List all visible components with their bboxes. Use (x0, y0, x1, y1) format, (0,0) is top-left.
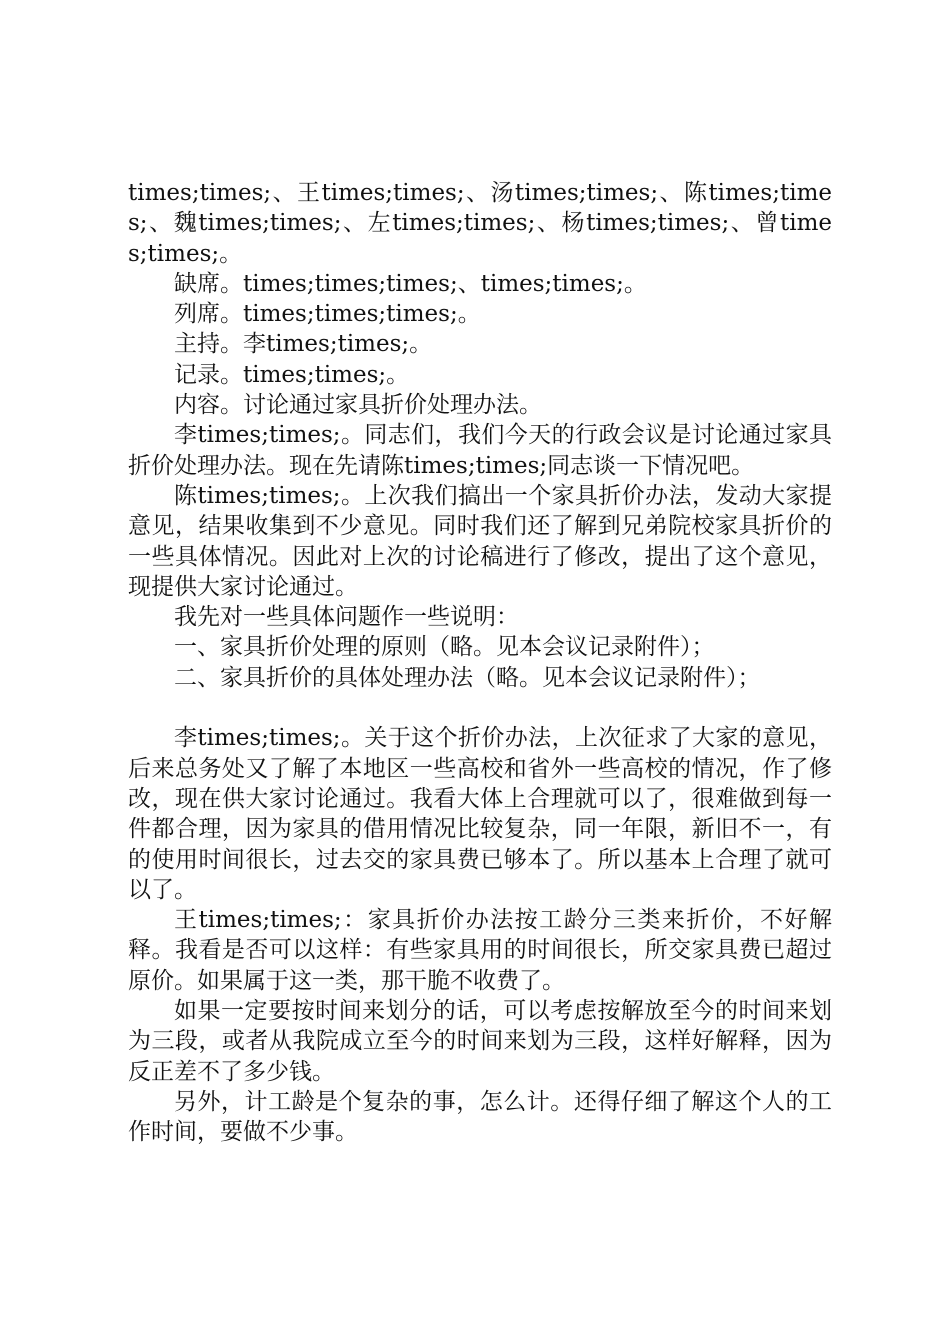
speech-paragraph: 李times;times;。关于这个折价办法，上次征求了大家的意见，后来总务处又了解了本地区一些高校和省外一些高校的情况，作了修改，现在供大家讨论通过。我看大体上合理就可以了，很难做到每一件都合理，因为家具的借用情况比较复杂，同一年限，新旧不一，有的使用时间很长，过去交的家具费已够本了。所以基本上合理了就可以了。 (128, 725, 832, 903)
attendees-paragraph: times;times;、王times;times;、汤times;times;、陈times;times;、魏times;times;、左times;times;、杨times;times;、曾times;times;。 (128, 180, 832, 267)
content-line: 内容。讨论通过家具折价处理办法。 (174, 392, 542, 419)
speech-paragraph: 王times;times;：家具折价办法按工龄分三类来折价，不好解释。我看是否可以这样：有些家具用的时间很长，所交家具费已超过原价。如果属于这一类，那干脆不收费了。 (128, 907, 832, 994)
explanation-intro: 我先对一些具体问题作一些说明： (174, 604, 519, 631)
list-item-method: 二、家具折价的具体处理办法（略。见本会议记录附件）； (174, 664, 761, 691)
list-item-principle: 一、家具折价处理的原则（略。见本会议记录附件）； (174, 634, 715, 661)
speech-paragraph: 李times;times;。同志们，我们今天的行政会议是讨论通过家具折价处理办法。现在先请陈times;times;同志谈一下情况吧。 (128, 422, 832, 479)
speech-paragraph: 如果一定要按时间来划分的话，可以考虑按解放至今的时间来划为三段，或者从我院成立至今的时间来划为三段，这样好解释，因为反正差不了多少钱。 (128, 998, 832, 1085)
observers-line: 列席。times;times;times;。 (174, 301, 481, 328)
document-body (128, 178, 832, 1148)
speech-paragraph: 陈times;times;。上次我们搞出一个家具折价办法，发动大家提意见，结果收集到不少意见。同时我们还了解到兄弟院校家具折价的一些具体情况。因此对上次的讨论稿进行了修改，提出了这个意见，现提供大家讨论通过。 (128, 482, 832, 600)
chair-line: 主持。李times;times;。 (174, 331, 433, 358)
recorder-line: 记录。times;times;。 (174, 361, 410, 388)
speech-paragraph: 另外，计工龄是个复杂的事，怎么计。还得仔细了解这个人的工作时间，要做不少事。 (128, 1088, 832, 1146)
blank-line (128, 693, 832, 723)
absent-line: 缺席。times;times;times;、times;times;。 (174, 270, 647, 297)
